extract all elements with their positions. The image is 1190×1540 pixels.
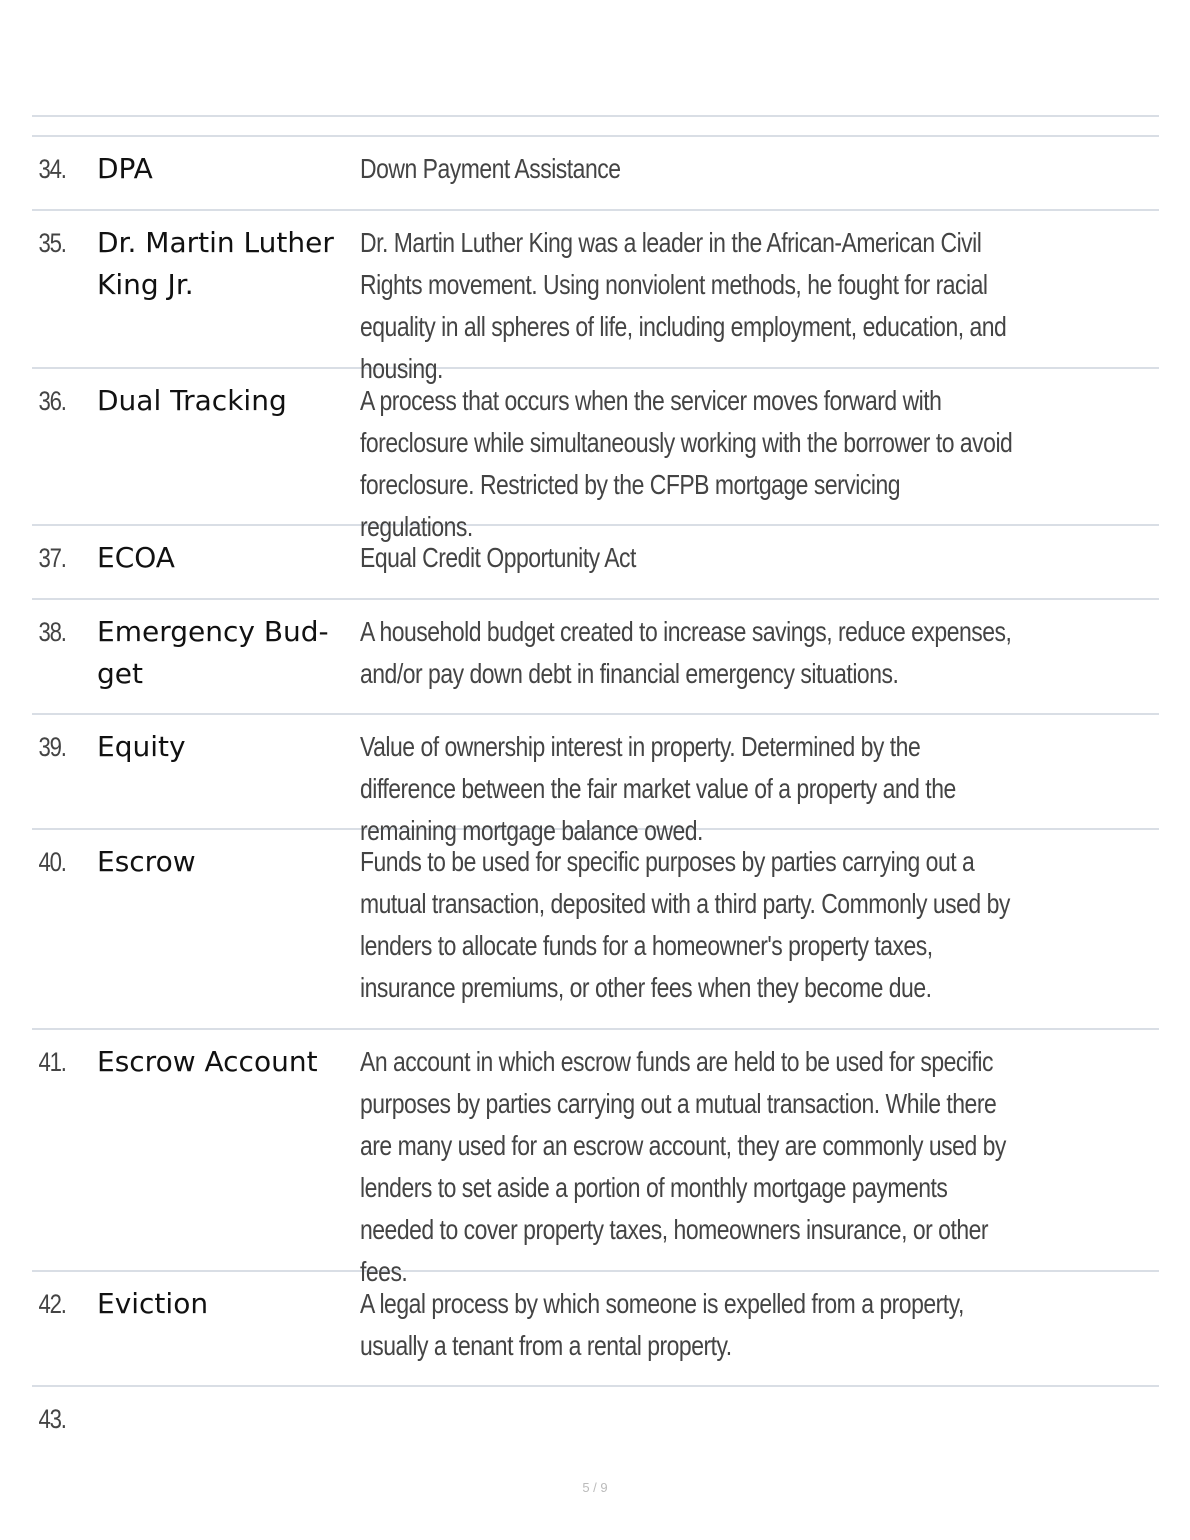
entry-number: 41. — [38, 1047, 66, 1077]
entry-definition: A process that occurs when the servicer moves forward with foreclosure while simultaneously working with the borrower to avoid foreclosure. Restricted by the CFPB mortgage servicing regulations. — [360, 385, 1013, 542]
entry-number: 42. — [38, 1289, 66, 1319]
entry-term: Eviction — [97, 1287, 209, 1320]
entry-term: DPA — [97, 152, 153, 185]
entry-term: Dr. Martin Luther King Jr. — [97, 226, 334, 301]
entry-number: 37. — [38, 543, 66, 573]
glossary-list — [32, 135, 1159, 1445]
glossary-entry-emergency-budget — [32, 598, 1159, 713]
entry-number: 36. — [38, 386, 66, 416]
entry-definition: Dr. Martin Luther King was a leader in the African-American Civil Rights movement. Using nonviolent methods, he fought for racial equality in all spheres of life, including employment, education, and housing. — [360, 227, 1007, 384]
entry-definition: An account in which escrow funds are held to be used for specific purposes by parties carrying out a mutual transaction. While there are many used for an escrow account, they are commonly used by lenders to set aside a portion of monthly mortgage payments needed to cover property taxes, homeowners insurance, or other fees. — [360, 1046, 1006, 1287]
entry-number: 39. — [38, 732, 66, 762]
glossary-entry-escrow — [32, 828, 1159, 1028]
entry-definition: Funds to be used for specific purposes by parties carrying out a mutual transaction, deposited with a third party. Commonly used by lenders to allocate funds for a homeowner's property taxes, insurance premiums, or other fees when they become due. — [360, 846, 1010, 1003]
page-indicator: 5 / 9 — [582, 1480, 608, 1495]
glossary-entry-eviction — [32, 1270, 1159, 1385]
entry-term: Dual Tracking — [97, 384, 287, 417]
glossary-entry-equity — [32, 713, 1159, 846]
glossary-entry-mlk — [32, 209, 1159, 384]
entry-number: 40. — [38, 847, 66, 877]
entry-term: ECOA — [97, 541, 175, 574]
top-rule — [32, 115, 1159, 117]
entry-number: 43. — [38, 1404, 66, 1434]
glossary-entry-43 — [32, 1385, 1159, 1445]
entry-definition: Down Payment Assistance — [360, 153, 621, 184]
entry-number: 35. — [38, 228, 66, 258]
entry-number: 38. — [38, 617, 66, 647]
entry-term: Escrow — [97, 845, 196, 878]
glossary-entry-dual-tracking — [32, 367, 1159, 542]
entry-number: 34. — [38, 154, 66, 184]
entry-definition: A household budget created to increase savings, reduce expenses, and/or pay down debt in financial emergency situations. — [360, 616, 1012, 689]
entry-term: Equity — [97, 730, 186, 763]
entry-definition: Equal Credit Opportunity Act — [360, 542, 636, 573]
entry-definition: A legal process by which someone is expelled from a property, usually a tenant from a rental property. — [360, 1288, 964, 1361]
entry-term: Escrow Account — [97, 1045, 318, 1078]
glossary-entry-escrow-account — [32, 1028, 1159, 1287]
entry-definition: Value of ownership interest in property. Determined by the difference between the fair market value of a property and the remaining mortgage balance owed. — [360, 731, 956, 846]
glossary-entry-dpa — [32, 135, 1159, 209]
entry-term: Emergency Bud-get — [97, 615, 329, 690]
